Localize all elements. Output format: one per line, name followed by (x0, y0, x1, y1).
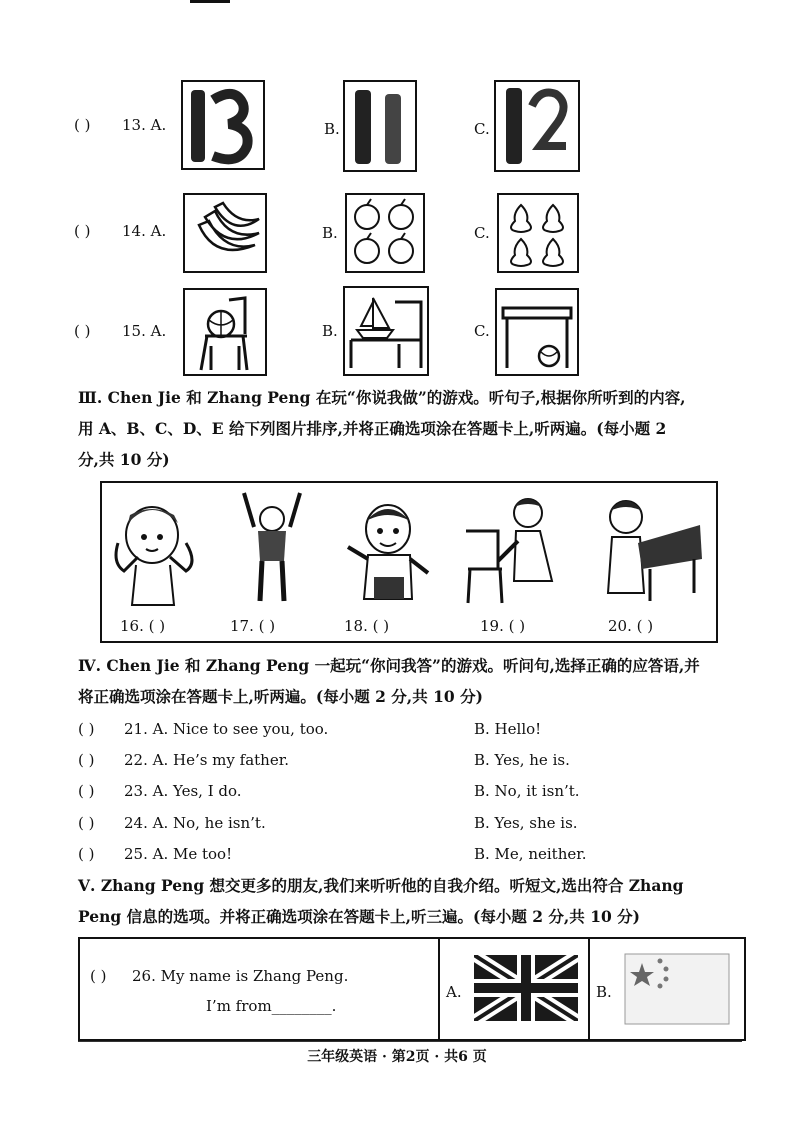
q15-b-label: B. (322, 322, 338, 340)
q15-option-b[interactable] (343, 286, 429, 376)
q14-option-b[interactable] (345, 193, 425, 273)
q13-option-a[interactable] (181, 80, 265, 170)
section5-line1: Ⅴ. Zhang Peng 想交更多的朋友,我们来听听他的自我介绍。听短文,选出符合 Zhang (78, 876, 684, 895)
q23-option-b[interactable]: B. No, it isn’t. (474, 782, 580, 800)
section3-instructions (78, 382, 748, 475)
q13-c-label: C. (474, 120, 490, 138)
q20-label[interactable]: 20. ( ) (608, 617, 654, 635)
q15-blank[interactable]: ( ) (74, 322, 91, 340)
uk-flag-icon[interactable] (474, 955, 578, 1021)
q22-option-a[interactable]: 22. A. He’s my father. (124, 751, 289, 769)
footer-rule (78, 1041, 742, 1042)
girl-with-desk-icon (588, 489, 708, 609)
q16-label[interactable]: 16. ( ) (120, 617, 166, 635)
q14-option-c[interactable] (497, 193, 579, 273)
q23-blank[interactable]: ( ) (78, 782, 95, 800)
pears-icon (499, 195, 577, 271)
q19-label[interactable]: 19. ( ) (480, 617, 526, 635)
q13-blank[interactable]: ( ) (74, 116, 91, 134)
number-13-icon (183, 82, 263, 168)
section3-line1: Ⅲ. Chen Jie 和 Zhang Peng 在玩“你说我做”的游戏。听句子,根据你所听到的内容, (78, 388, 686, 407)
q15-c-label: C. (474, 322, 490, 340)
q13-option-c[interactable] (494, 80, 580, 172)
q22-blank[interactable]: ( ) (78, 751, 95, 769)
boat-on-desk-icon (345, 288, 427, 374)
section4-line2: 将正确选项涂在答题卡上,听两遍。(每小题 2 分,共 10 分) (78, 687, 483, 706)
number-12-icon (496, 82, 578, 170)
ball-under-desk-icon (497, 290, 577, 374)
q17-label[interactable]: 17. ( ) (230, 617, 276, 635)
q24-option-a[interactable]: 24. A. No, he isn’t. (124, 814, 266, 832)
q15-option-a[interactable] (183, 288, 267, 376)
q25-option-a[interactable]: 25. A. Me too! (124, 845, 233, 863)
q24-blank[interactable]: ( ) (78, 814, 95, 832)
q15-number: 15. A. (122, 322, 167, 340)
q14-c-label: C. (474, 224, 490, 242)
q21-blank[interactable]: ( ) (78, 720, 95, 738)
q26-divider-2 (588, 939, 590, 1039)
section3-line3: 分,共 10 分) (78, 450, 170, 469)
q13-option-b[interactable] (343, 80, 417, 172)
q26-table (78, 937, 746, 1041)
number-11-icon (345, 82, 415, 170)
q23-option-a[interactable]: 23. A. Yes, I do. (124, 782, 242, 800)
q26-a-label: A. (446, 983, 462, 1001)
q13-number: 13. A. (122, 116, 167, 134)
hands-on-face-girl-icon (108, 493, 204, 609)
q15-option-c[interactable] (495, 288, 579, 376)
q26-line2: I’m from________. (206, 997, 337, 1015)
top-fragment (190, 0, 230, 3)
china-flag-icon[interactable] (624, 953, 730, 1025)
banana-icon (185, 195, 265, 271)
q24-option-b[interactable]: B. Yes, she is. (474, 814, 578, 832)
section3-line2: 用 A、B、C、D、E 给下列图片排序,并将正确选项涂在答题卡上,听两遍。(每小题 2 (78, 419, 667, 438)
arms-up-boy-icon (232, 487, 312, 609)
q26-blank[interactable]: ( ) (90, 967, 107, 985)
page-footer: 三年级英语 · 第2页 · 共6 页 (307, 1049, 487, 1065)
section3-picture-strip (100, 481, 718, 643)
q25-option-b[interactable]: B. Me, neither. (474, 845, 587, 863)
q14-blank[interactable]: ( ) (74, 222, 91, 240)
apples-icon (347, 195, 423, 271)
q14-number: 14. A. (122, 222, 167, 240)
q14-option-a[interactable] (183, 193, 267, 273)
q26-divider-1 (438, 939, 440, 1039)
q22-option-b[interactable]: B. Yes, he is. (474, 751, 570, 769)
section4-instructions (78, 650, 748, 712)
boy-waving-icon (344, 493, 434, 609)
q25-blank[interactable]: ( ) (78, 845, 95, 863)
q18-label[interactable]: 18. ( ) (344, 617, 390, 635)
girl-touching-chair-icon (458, 491, 568, 609)
ball-on-chair-icon (185, 290, 265, 374)
section5-line2: Peng 信息的选项。并将正确选项涂在答题卡上,听三遍。(每小题 2 分,共 10 分) (78, 907, 641, 926)
q26-line1: 26. My name is Zhang Peng. (132, 967, 349, 985)
section5-instructions (78, 870, 748, 932)
section4-line1: Ⅳ. Chen Jie 和 Zhang Peng 一起玩“你问我答”的游戏。听问句,选择正确的应答语,并 (78, 656, 700, 675)
q21-option-a[interactable]: 21. A. Nice to see you, too. (124, 720, 329, 738)
q13-b-label: B. (324, 120, 340, 138)
q21-option-b[interactable]: B. Hello! (474, 720, 542, 738)
q14-b-label: B. (322, 224, 338, 242)
q26-b-label: B. (596, 983, 612, 1001)
